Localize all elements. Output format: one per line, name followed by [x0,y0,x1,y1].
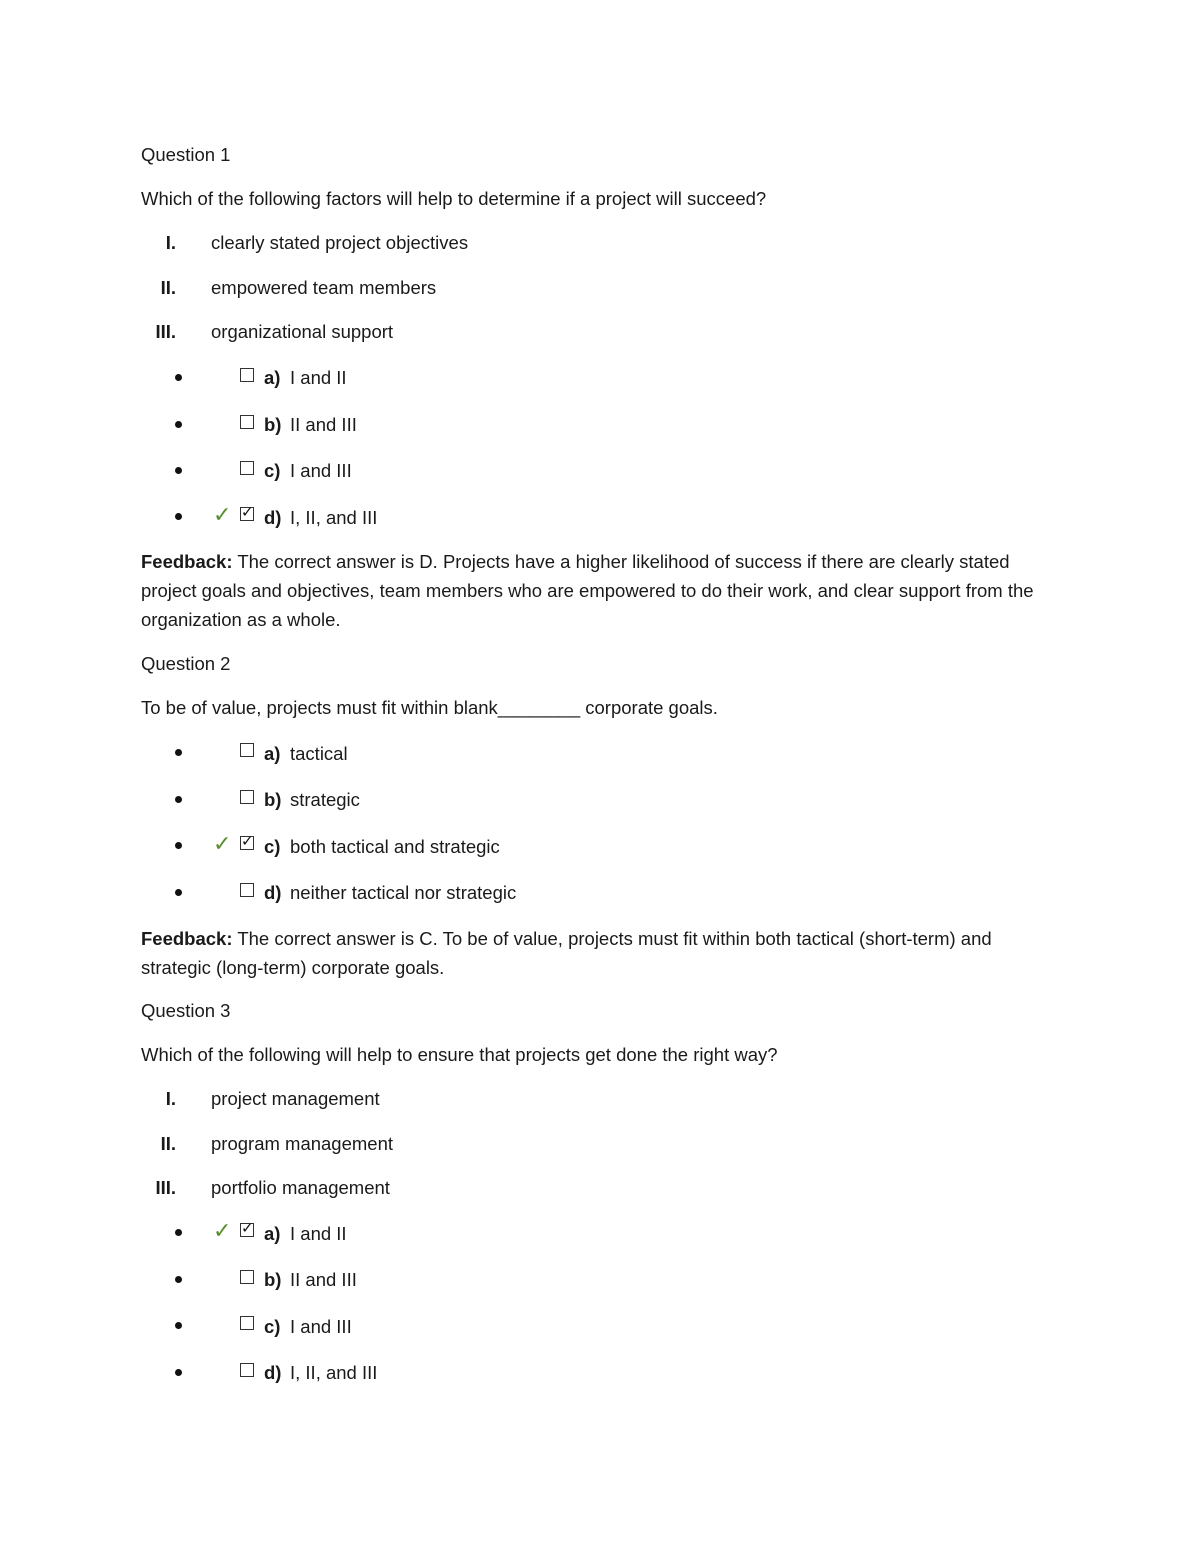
bullet-icon [174,841,184,851]
checkbox-checked[interactable] [240,1223,254,1237]
bullet-icon [174,1321,184,1331]
feedback-text: The correct answer is D. Projects have a higher likelihood of success if there are clearly stated project goals and objectives, team members who are empowered to do their work, and clear support from the organization as a whole. [141,551,1034,630]
option-letter: b) [264,1269,282,1290]
statement: clearly stated project objectives [211,232,469,253]
statement: portfolio management [211,1177,390,1198]
question-prompt: Which of the following will help to ensure that projects get done the right way? [141,1044,778,1065]
option-text: strategic [290,789,360,810]
roman-numeral: I. [165,232,176,253]
option-letter: c) [264,460,281,481]
option-text: II and III [290,1269,357,1290]
option-text: II and III [290,414,357,435]
question-prompt: To be of value, projects must fit within blank________ corporate goals. [141,697,718,718]
bullet-icon [174,466,184,476]
checkbox[interactable] [240,743,254,757]
checkbox[interactable] [240,1316,254,1330]
correct-check-icon: ✓ [213,1218,232,1243]
option-letter: a) [264,743,281,764]
checkbox[interactable] [240,461,254,475]
bullet-icon [174,1368,184,1378]
option-letter: d) [264,507,282,528]
option-text: I and III [290,1316,352,1337]
option-text: I and II [290,1223,347,1244]
checkbox[interactable] [240,1363,254,1377]
feedback-label: Feedback: [141,928,233,949]
bullet-icon [174,373,184,383]
roman-numeral: III. [155,321,176,342]
option-text: I, II, and III [290,507,378,528]
option-letter: d) [264,1362,282,1383]
statement: empowered team members [211,277,437,298]
feedback-text: The correct answer is C. To be of value, projects must fit within both tactical (short-term) and strategic (long-term) corporate goals. [141,928,992,978]
option-letter: d) [264,882,282,903]
roman-numeral: III. [155,1177,176,1198]
question-title: Question 3 [141,1000,231,1021]
feedback [141,924,1061,982]
bullet-icon [174,795,184,805]
question-title: Question 2 [141,653,231,674]
checkbox[interactable] [240,790,254,804]
bullet-icon [174,1228,184,1238]
option-letter: a) [264,1223,281,1244]
option-text: I, II, and III [290,1362,378,1383]
option-letter: c) [264,1316,281,1337]
roman-numeral: I. [165,1088,176,1109]
option-text: I and III [290,460,352,481]
option-text: tactical [290,743,348,764]
checkbox[interactable] [240,1270,254,1284]
statement: project management [211,1088,380,1109]
bullet-icon [174,888,184,898]
option-letter: b) [264,789,282,810]
roman-numeral: II. [160,277,176,298]
statement: organizational support [211,321,394,342]
bullet-icon [174,748,184,758]
question-title: Question 1 [141,144,231,165]
option-text: I and II [290,367,347,388]
option-letter: b) [264,414,282,435]
bullet-icon [174,1275,184,1285]
option-letter: c) [264,836,281,857]
bullet-icon [174,420,184,430]
statement: program management [211,1133,394,1154]
checkbox[interactable] [240,368,254,382]
correct-check-icon: ✓ [213,831,232,856]
correct-check-icon: ✓ [213,502,232,527]
checkbox[interactable] [240,883,254,897]
question-prompt: Which of the following factors will help to determine if a project will succeed? [141,188,767,209]
checkbox-checked[interactable] [240,836,254,850]
roman-numeral: II. [160,1133,176,1154]
option-text: neither tactical nor strategic [290,882,517,903]
bullet-icon [174,512,184,522]
feedback [141,547,1061,634]
feedback-label: Feedback: [141,551,233,572]
checkbox[interactable] [240,415,254,429]
option-letter: a) [264,367,281,388]
option-text: both tactical and strategic [290,836,500,857]
checkbox-checked[interactable] [240,507,254,521]
